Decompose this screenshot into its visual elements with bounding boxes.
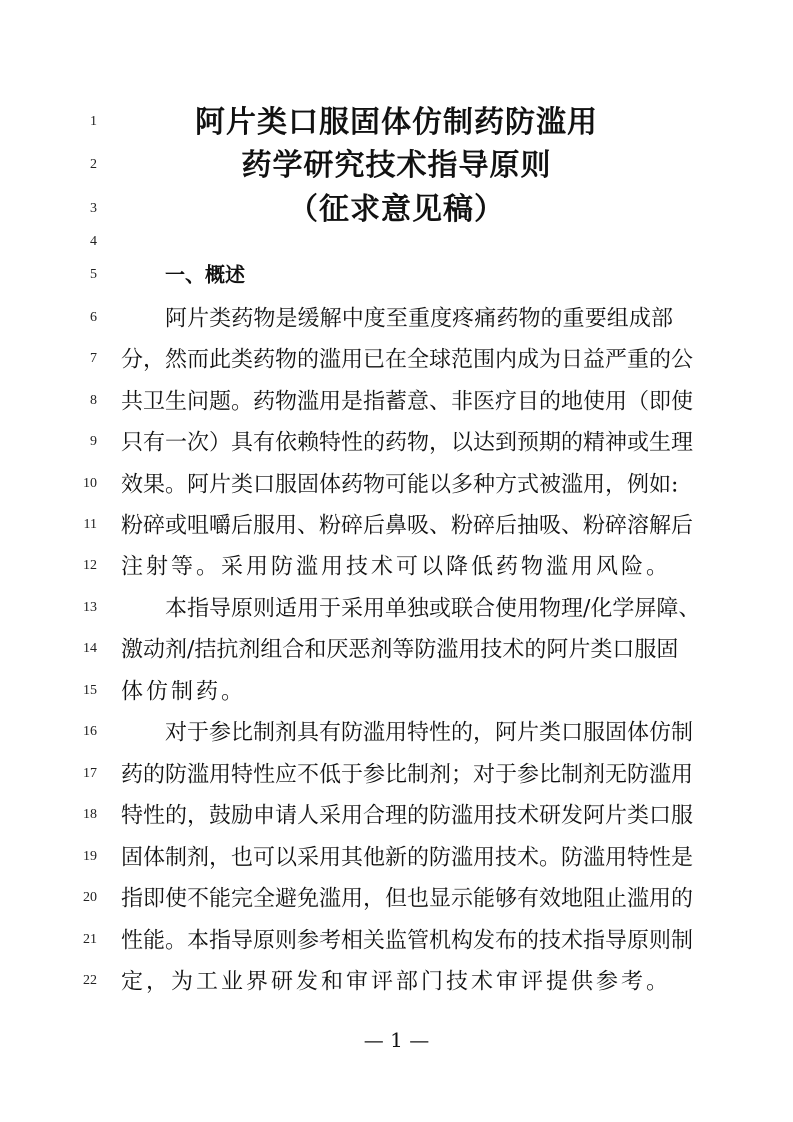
body-line: 药的防滥用特性应不低于参比制剂；对于参比制剂无防滥用: [121, 762, 694, 788]
body-line: 分，然而此类药物的滥用已在全球范围内成为日益严重的公: [121, 347, 694, 373]
body-line: 固体制剂，也可以采用其他新的防滥用技术。防滥用特性是: [121, 845, 694, 871]
line-number: 18: [83, 807, 97, 822]
line-number: 13: [83, 600, 97, 615]
body-line: 阿片类药物是缓解中度至重度疼痛药物的重要组成部: [165, 306, 673, 332]
body-line: 对于参比制剂具有防滥用特性的，阿片类口服固体仿制: [165, 720, 694, 746]
body-line: 激动剂/拮抗剂组合和厌恶剂等防滥用技术的阿片类口服固: [121, 637, 679, 663]
line-number: 7: [90, 351, 97, 366]
line-number: 6: [90, 310, 97, 325]
line-number: 22: [83, 973, 97, 988]
line-number: 19: [83, 849, 97, 864]
line-number: 3: [90, 201, 97, 216]
body-line: 粉碎或咀嚼后服用、粉碎后鼻吸、粉碎后抽吸、粉碎溶解后: [121, 513, 694, 539]
document-title-line-1: 阿片类口服固体仿制药防滥用: [195, 105, 598, 140]
line-number: 11: [83, 517, 97, 532]
body-line: 性能。本指导原则参考相关监管机构发布的技术指导原则制: [121, 928, 694, 954]
line-number: 9: [90, 434, 97, 449]
line-number: 14: [83, 641, 97, 656]
page-number-footer: — 1 —: [363, 1028, 430, 1052]
line-number: 5: [90, 267, 97, 282]
line-number: 10: [83, 476, 97, 491]
body-line: 只有一次）具有依赖特性的药物，以达到预期的精神或生理: [121, 430, 694, 456]
line-number: 20: [83, 890, 97, 905]
line-number: 16: [83, 724, 97, 739]
body-line: 本指导原则适用于采用单独或联合使用物理/化学屏障、: [165, 596, 701, 622]
section-heading: 一、概述: [165, 262, 245, 287]
line-number: 21: [83, 932, 97, 947]
line-number: 15: [83, 683, 97, 698]
line-number: 17: [83, 766, 97, 781]
body-line: 体仿制药。: [121, 679, 247, 705]
body-line: 效果。阿片类口服固体药物可能以多种方式被滥用，例如:: [121, 472, 679, 498]
body-line: 定，为工业界研发和审评部门技术审评提供参考。: [121, 969, 672, 995]
document-title-line-3: （征求意见稿）: [288, 192, 505, 227]
body-line: 指即使不能完全避免滥用，但也显示能够有效地阻止滥用的: [121, 886, 694, 912]
line-number: 12: [83, 558, 97, 573]
line-number: 1: [90, 114, 97, 129]
body-line: 注射等。采用防滥用技术可以降低药物滥用风险。: [121, 554, 672, 580]
body-line: 共卫生问题。药物滥用是指蓄意、非医疗目的地使用（即使: [121, 389, 694, 415]
line-number: 2: [90, 157, 97, 172]
line-number: 4: [90, 234, 97, 249]
line-number: 8: [90, 393, 97, 408]
body-line: 特性的，鼓励申请人采用合理的防滥用技术研发阿片类口服: [121, 803, 694, 829]
document-title-line-2: 药学研究技术指导原则: [241, 148, 552, 183]
